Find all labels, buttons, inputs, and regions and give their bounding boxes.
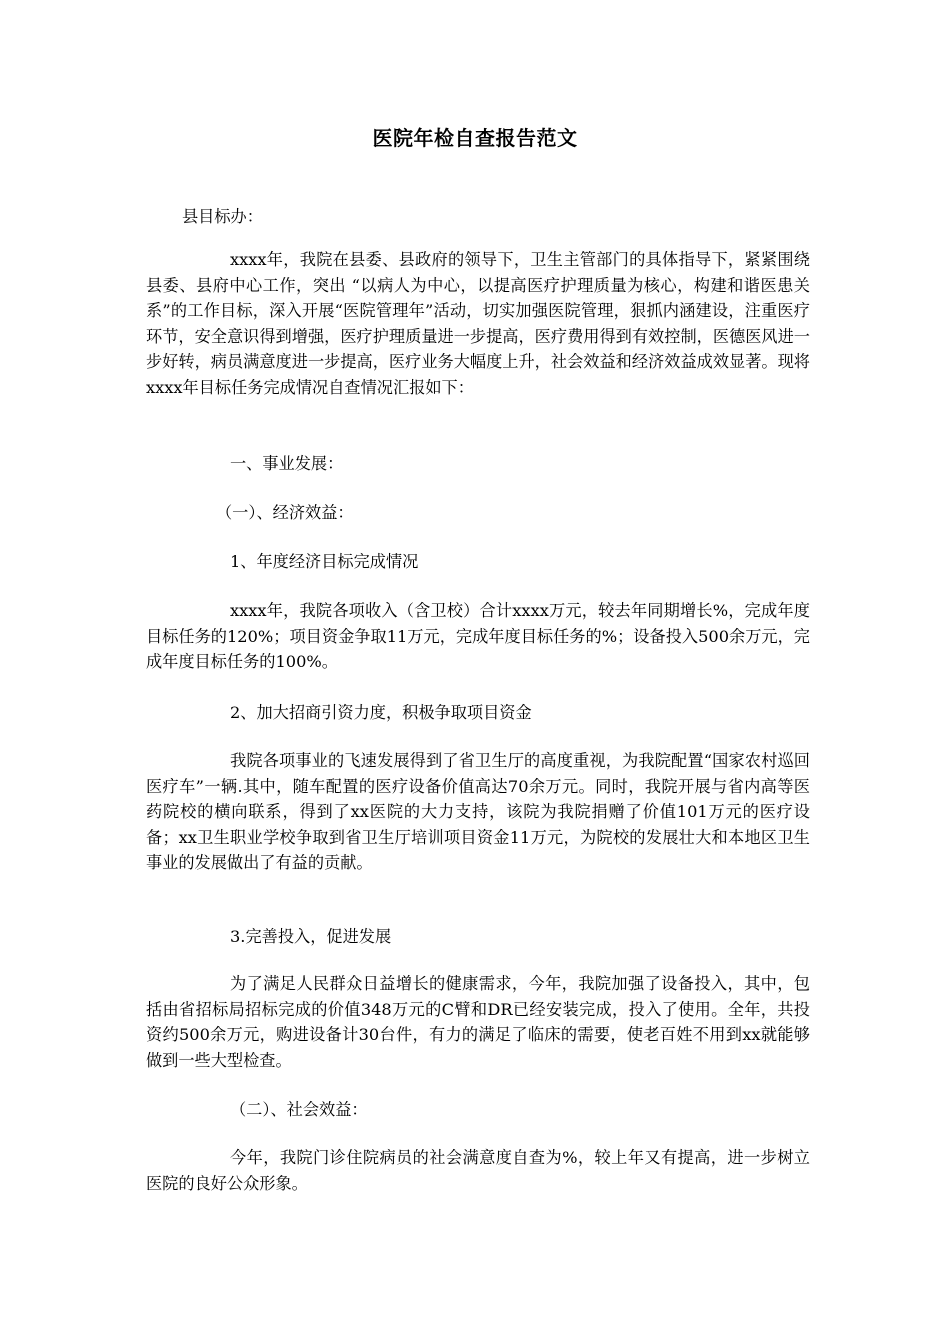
item-heading-annual-target: 1、年度经济目标完成情况: [230, 552, 419, 571]
item-heading-improve-input: 3.完善投入，促进发展: [230, 927, 392, 946]
item-heading-investment: 2、加大招商引资力度，积极争取项目资金: [230, 703, 532, 722]
document-title: 医院年检自查报告范文: [372, 126, 578, 150]
salutation: 县目标办：: [182, 207, 263, 226]
subsection-heading-economic: （一）、经济效益：: [216, 503, 354, 522]
subsection-heading-social: （二）、社会效益：: [230, 1100, 368, 1119]
subsection-paragraph-social: 今年，我院门诊住院病员的社会满意度自查为%，较上年又有提高，进一步树立医院的良好公众形象。: [146, 1148, 810, 1193]
intro-paragraph: xxxx年，我院在县委、县政府的领导下，卫生主管部门的具体指导下，紧紧围绕县委、县府中心工作，突出 “以病人为中心，以提高医疗护理质量为核心，构建和谐医患关系”的工作目标，深入开展“医院管理年”活动，切实加强医院管理，狠抓内涵建设，注重医疗环节，安全意识得到增强，医疗护理质量进一步提高，医疗费用得到有效控制，医德医风进一步好转，病员满意度进一步提高，医疗业务大幅度上升，社会效益和经济效益成效显著。现将xxxx年目标任务完成情况自查情况汇报如下：: [146, 250, 810, 397]
item-paragraph-improve-input: 为了满足人民群众日益增长的健康需求，今年，我院加强了设备投入，其中，包括由省招标局招标完成的价值348万元的C臂和DR已经安装完成，投入了使用。全年，共投资约500余万元，购进设备计30台件，有力的满足了临床的需要，使老百姓不用到xx就能够做到一些大型检查。: [146, 974, 810, 1070]
item-paragraph-annual-target: xxxx年，我院各项收入（含卫校）合计xxxx万元，较去年同期增长%，完成年度目标任务的120%；项目资金争取11万元，完成年度目标任务的%；设备投入500余万元，完成年度目标任务的100%。: [146, 601, 810, 671]
item-paragraph-investment: 我院各项事业的飞速发展得到了省卫生厅的高度重视，为我院配置“国家农村巡回医疗车”一辆.其中，随车配置的医疗设备价值高达70余万元。同时，我院开展与省内高等医药院校的横向联系，得到了xx医院的大力支持，该院为我院捐赠了价值101万元的医疗设备；xx卫生职业学校争取到省卫生厅培训项目资金11万元，为院校的发展壮大和本地区卫生事业的发展做出了有益的贡献。: [146, 751, 810, 872]
section-heading-development: 一、事业发展：: [230, 454, 344, 473]
